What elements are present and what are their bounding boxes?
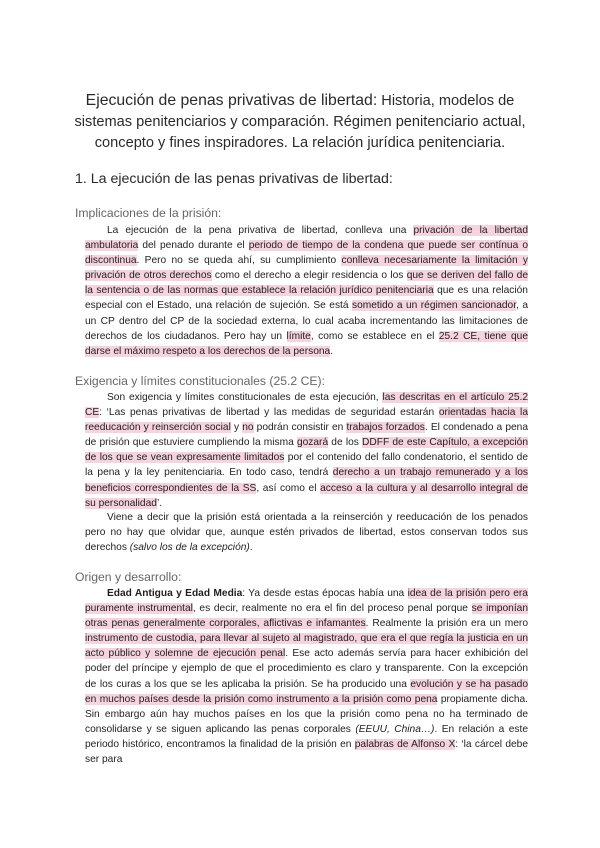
text-run: , como se establece en el bbox=[310, 330, 439, 342]
text-run: (EEUU, China…) bbox=[355, 723, 435, 735]
subheading-exigencia: Exigencia y límites constitucionales (25.2 CE): bbox=[75, 374, 325, 388]
page-title bbox=[60, 90, 540, 154]
text-run: . El condenado a pena de prisión que estuviere cumpliendo la misma bbox=[85, 422, 528, 449]
text-run: del penado durante el bbox=[138, 240, 249, 252]
text-run: y bbox=[230, 422, 243, 434]
subheading-origen: Origen y desarrollo: bbox=[75, 570, 182, 584]
text-run: . bbox=[249, 542, 253, 554]
highlighted-text: orientadas hacia la reeducación y reinserción social bbox=[85, 407, 528, 434]
highlighted-text: gozará bbox=[296, 437, 329, 449]
text-run: . Realmente la prisión era un mero bbox=[365, 618, 528, 630]
page-title-main: Ejecución de penas privativas de libertad: bbox=[85, 92, 378, 109]
highlighted-text: 25.2 CE, tiene que darse el máximo respeto a los derechos de la persona bbox=[85, 330, 529, 357]
text-run: de los bbox=[328, 437, 363, 449]
highlighted-text: instrumento de custodia, para llevar al sujeto al magistrado, que era el que regía la justicia en un acto público y solemne de ejecución penal bbox=[85, 633, 528, 660]
paragraph bbox=[85, 390, 528, 511]
text-run: (salvo los de la excepción) bbox=[129, 542, 250, 554]
text-run: por el contenido del fallo condenatorio, el sentido de la pena y la ley penitenciaria. En todo caso, tendrá bbox=[85, 452, 528, 479]
text-run: . Pero no se queda ahí, su cumplimiento bbox=[136, 255, 342, 267]
text-run: ’. bbox=[156, 497, 163, 509]
text-run: : ‘la cárcel debe ser para bbox=[85, 738, 528, 766]
text-run: Son exigencia y límites constitucionales de esta ejecución, bbox=[107, 392, 383, 403]
highlighted-text: que se deriven del fallo de la sentencia o de las normas que establece la relación jurídico penitenciaria bbox=[85, 270, 528, 297]
highlighted-text: DDFF de este Capítulo, a excepción de los que se vean expresamente limitados bbox=[85, 437, 528, 464]
highlighted-text: se imponían otras penas generalmente corporales, aflictivas e infamantes bbox=[85, 603, 528, 630]
highlighted-text: idea de la prisión pero era puramente instrumental bbox=[85, 588, 528, 615]
highlighted-text: acceso a la cultura y al desarrollo integral de su personalidad bbox=[85, 482, 528, 509]
text-run: podrán consistir en bbox=[253, 422, 347, 434]
highlighted-text: periodo de tiempo de la condena que puede ser contínua o discontinua bbox=[85, 240, 528, 267]
text-run: . bbox=[330, 345, 334, 357]
page-title-rest: Historia, modelos de sistemas penitenciarios y comparación. Régimen penitenciario actual, concepto y fines inspiradores. La relación jurídica penitenciaria. bbox=[74, 93, 526, 151]
highlighted-text: no bbox=[242, 422, 254, 434]
text-run: Viene a decir que la prisión está orientada a la reinserción y reeducación de los penados pero no hay que olvidar que, aunque estén privados de libertad, estos conservan todos sus derechos bbox=[85, 512, 528, 554]
section-heading: 1. La ejecución de las penas privativas de libertad: bbox=[75, 171, 393, 187]
highlighted-text: palabras de Alfonso X bbox=[354, 738, 456, 750]
highlighted-text: derecho a un trabajo remunerado y a los beneficios correspondientes de la SS bbox=[85, 467, 528, 494]
highlighted-text: las descritas en el artículo 25.2 CE bbox=[85, 392, 528, 419]
text-run: , a un CP dentro del CP de la sociedad externa, lo cual acaba incrementando las limitaciones de derechos de los ciudadanos. Pero hay un bbox=[85, 300, 529, 342]
paragraph bbox=[85, 223, 528, 359]
text-run: , así como el bbox=[256, 482, 321, 494]
text-run: que es una relación especial con el Estado, una relación de sujeción. Se está bbox=[85, 285, 528, 312]
text-run: La ejecución de la pena privativa de libertad, conlleva una bbox=[107, 225, 414, 236]
text-run: . En relación a este periodo histórico, encontramos la finalidad de la prisión en bbox=[85, 723, 528, 750]
paragraph bbox=[85, 510, 528, 555]
paragraph bbox=[85, 586, 528, 767]
text-run: : Ya desde estas épocas había una bbox=[242, 588, 408, 599]
subheading-implicaciones: Implicaciones de la prisión: bbox=[75, 206, 222, 220]
highlighted-text: trabajos forzados bbox=[346, 422, 425, 434]
highlighted-text: evolución y se ha pasado en muchos países desde la prisión como instrumento a la prisión como pena bbox=[85, 678, 528, 705]
text-run: Edad Antigua y Edad Media bbox=[107, 588, 243, 599]
highlighted-text: sometido a un régimen sancionador bbox=[352, 300, 517, 312]
highlighted-text: conlleva necesariamente la limitación y privación de otros derechos bbox=[85, 255, 529, 282]
highlighted-text: privación de la libertad ambulatoria bbox=[85, 225, 528, 252]
text-run: propiamente dicha. Sin embargo aún hay muchos países en los que la prisión como pena no ha terminado de consolidarse y se siguen aplicando las penas corporales bbox=[85, 693, 529, 735]
highlighted-text: límite bbox=[286, 330, 311, 342]
text-run: , es decir, realmente no era el fin del proceso penal porque bbox=[192, 603, 472, 615]
text-run: . Ese acto además servía para hacer exhibición del poder del príncipe y ejemplo de que el procedimiento es claro y transparente. Con la excepción de los curas a los que se les aplicaba la prisión. Se ha producido una bbox=[85, 648, 528, 690]
text-run: : ‘Las penas privativas de libertad y las medidas de seguridad estarán bbox=[99, 407, 439, 419]
text-run: como el derecho a elegir residencia o los bbox=[211, 270, 407, 282]
